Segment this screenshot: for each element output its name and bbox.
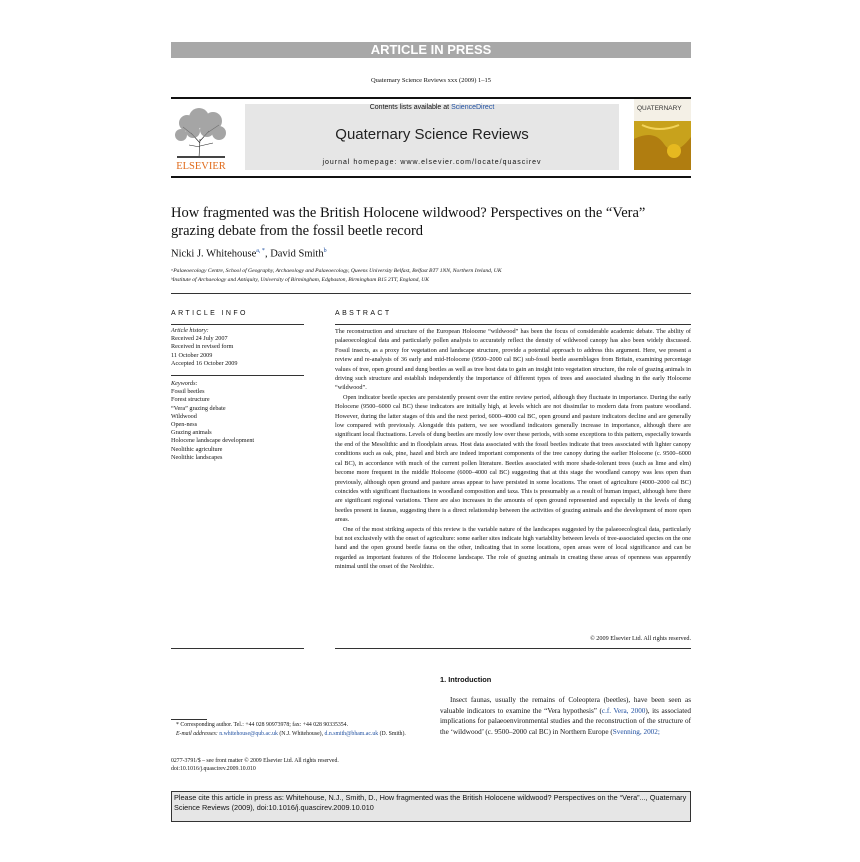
keyword-item: Neolithic landscapes: [171, 453, 223, 461]
history-line: Accepted 16 October 2009: [171, 359, 238, 367]
journal-title: Quaternary Science Reviews: [335, 126, 529, 143]
email-note: [176, 730, 426, 739]
contents-line: [245, 104, 619, 111]
affiliation-b: ᵇInstitute of Archaeology and Antiquity, University of Birmingham, Edgbaston, Birmingham B15 2TT, England, UK: [171, 277, 429, 283]
authors-bottom-rule: [171, 293, 691, 294]
authors: [171, 248, 327, 260]
keywords-rule: [171, 375, 304, 376]
abstract-paragraph: The reconstruction and structure of the European Holocene “wildwood” has been the focus of considerable academic debate. The ability of palaeoecological data and particularly pollen analysis to accurately reflect the density of wildwood canopy has also been widely discussed. Fossil insects, as a proxy for vegetation and landscape structure, provide a potential approach to address this argument. Here, we present a review and re-analysis of 36 early and mid-Holocene (9500–2000 cal BC) sub-fossil beetle assemblages from Britain, examining percentage values of tree, open ground and dung beetles as well as tree host data to gain an insight into vegetation structure, the role of grazing animals in driving such structure and establish independently the importance of different types of trees and associated shading in the early Holocene “wildwood”.: [335, 328, 691, 392]
abstract-heading: ABSTRACT: [335, 310, 392, 317]
elsevier-logo: [171, 103, 231, 171]
email-link-smith[interactable]: d.n.smith@bham.ac.uk: [324, 731, 379, 737]
article-info-rule: [171, 324, 304, 325]
email-link-whitehouse[interactable]: n.whitehouse@qub.ac.uk: [219, 731, 278, 737]
history-line: Received 24 July 2007: [171, 335, 228, 343]
header-bottom-rule: [171, 176, 691, 178]
keywords: [171, 380, 303, 462]
citation-link-svenning[interactable]: Svenning, 2002;: [612, 728, 660, 737]
email-owner: (D. Smith).: [378, 731, 406, 737]
introduction-text: [440, 695, 691, 738]
contents-prefix: Contents lists available at: [369, 104, 450, 111]
info-bottom-rule: [171, 648, 304, 649]
running-header: Quaternary Science Reviews xxx (2009) 1–15: [370, 77, 492, 84]
author-smith: David Smith: [270, 248, 324, 260]
elsevier-wordmark: ELSEVIER: [176, 161, 226, 171]
keyword-item: Open-ness: [171, 421, 198, 429]
keyword-item: Neolithic agriculture: [171, 445, 223, 453]
journal-homepage[interactable]: journal homepage: www.elsevier.com/locate/quascirev: [322, 159, 542, 166]
keyword-item: Wildwood: [171, 412, 197, 420]
author2-affiliation-marker[interactable]: b: [323, 248, 327, 254]
author-whitehouse: Nicki J. Whitehouse: [171, 248, 257, 260]
abstract-paragraph: Open indicator beetle species are persistently present over the entire review period, although they fluctuate in importance. During the early Holocene (9500–6000 cal BC) these indicators are initially high, at levels which are not dissimilar to modern data from pasture woodland. However, during the latter stages of this and the next period, 6000–4000 cal BC, open ground and pasture indicators decline and are generally low compared with previously. Alongside this pattern, we see woodland indicators generally increase in importance, although there are significant local fluctuations. Levels of dung beetles are mostly low over these periods, with some exceptions to this pattern, especially towards the end of the Mesolithic and in floodplain areas. Host data associated with the fossil beetles indicate that trees associated with lighter canopy conditions such as oak, pine, hazel and birch are indeed important components of the tree canopy during the earlier Holocene (c. 9500–6000 cal BC), in accordance with much of the current pollen literature. Beetles associated with more shade-tolerant trees (such as lime and elm) become more frequent in the middle Holocene (6000–4000 cal BC) suggesting that at this stage the woodland canopy was less open than previously, although open ground and pasture areas appear to have persisted in some locations. The onset of agriculture (4000–2000 cal BC) coincides with significant fluctuations in woodland composition and taxa. This is presumably as a result of human impact, although here there are significant regional variations. There are also increases in the amounts of open ground represented and especially in the levels of dung beetles present in faunas, suggesting there is a direct relationship between the activities of grazing animals and the development of more open areas.: [335, 393, 691, 524]
author1-affiliation-marker[interactable]: a, *: [256, 248, 265, 254]
email-owner: (N.J. Whitehouse),: [277, 731, 325, 737]
history-label: Article history:: [171, 327, 209, 334]
keyword-item: “Vera” grazing debate: [171, 404, 226, 412]
abstract-copyright: © 2009 Elsevier Ltd. All rights reserved.: [590, 635, 691, 642]
sciencedirect-link[interactable]: ScienceDirect: [451, 104, 495, 111]
doi-line[interactable]: doi:10.1016/j.quascirev.2009.10.010: [171, 766, 256, 772]
header-top-rule: [171, 97, 691, 99]
history-line: Received in revised form: [171, 343, 234, 351]
intro-text-part: ), its associated implications for palaeoenvironmental studies and the reconstruction of the structure of the ‘wildwood’ (c. 9500–2000 cal BC) in Northern Europe (: [440, 706, 691, 737]
footnote-rule: [171, 719, 207, 720]
cover-title: QUATERNARY: [637, 105, 682, 112]
abstract-body: [335, 327, 691, 572]
article-info-heading: ARTICLE INFO: [171, 310, 248, 317]
keywords-label: Keywords:: [171, 380, 198, 387]
author-separator: ,: [264, 248, 271, 260]
article-in-press-banner: ARTICLE IN PRESS: [171, 42, 691, 58]
keyword-item: Holocene landscape development: [171, 437, 255, 445]
journal-cover-image: [634, 99, 691, 170]
affiliation-a: ᵃPalaeoecology Centre, School of Geography, Archaeology and Palaeoecology, Queens University Belfast, Belfast BT7 1NN, Northern Ireland, UK: [171, 268, 502, 274]
citation-box-text: Please cite this article in press as: Whitehouse, N.J., Smith, D., How fragmented was the British Holocene wildwood? Perspectives on the “Vera”..., Quaternary Science Reviews (2009), doi:10.1016/j.quascirev.2009.10.010: [174, 793, 687, 812]
keyword-item: Forest structure: [171, 396, 210, 404]
issn-line: 0277-3791/$ – see front matter © 2009 Elsevier Ltd. All rights reserved.: [171, 758, 339, 764]
keyword-item: Fossil beetles: [171, 388, 205, 396]
abstract-paragraph: One of the most striking aspects of this review is the variable nature of the landscapes suggested by the palaeoecological data, particularly but not exclusively with the onset of agriculture: some earlier sites indicate high variability between levels of tree-associated species on the one hand and the open ground beetle fauna on the other, indicating that in some locations, open areas were of local significance and can be regarded as important features of the Holocene landscape. The role of grazing animals in creating these areas of openness was apparently minimal until the onset of the Neolithic.: [335, 525, 691, 571]
abstract-rule: [335, 324, 691, 325]
intro-text-part: Insect faunas, usually the remains of Coleoptera (beetles), have been seen as valuable indicators to examine the “Vera hypothesis” (: [440, 696, 691, 715]
corresponding-author-note: * Corresponding author. Tel.: +44 028 90973978; fax: +44 028 90335354.: [176, 722, 349, 728]
citation-link-vera[interactable]: c.f. Vera, 2000: [601, 706, 646, 715]
email-label: E-mail addresses:: [176, 731, 218, 737]
section-heading-introduction: 1. Introduction: [440, 675, 492, 684]
abstract-bottom-rule: [335, 648, 691, 649]
history-line: 11 October 2009: [171, 351, 213, 359]
keyword-item: Grazing animals: [171, 429, 212, 437]
article-title: How fragmented was the British Holocene wildwood? Perspectives on the “Vera” grazing debate from the fossil beetle record: [171, 205, 646, 239]
article-history: [171, 327, 303, 368]
